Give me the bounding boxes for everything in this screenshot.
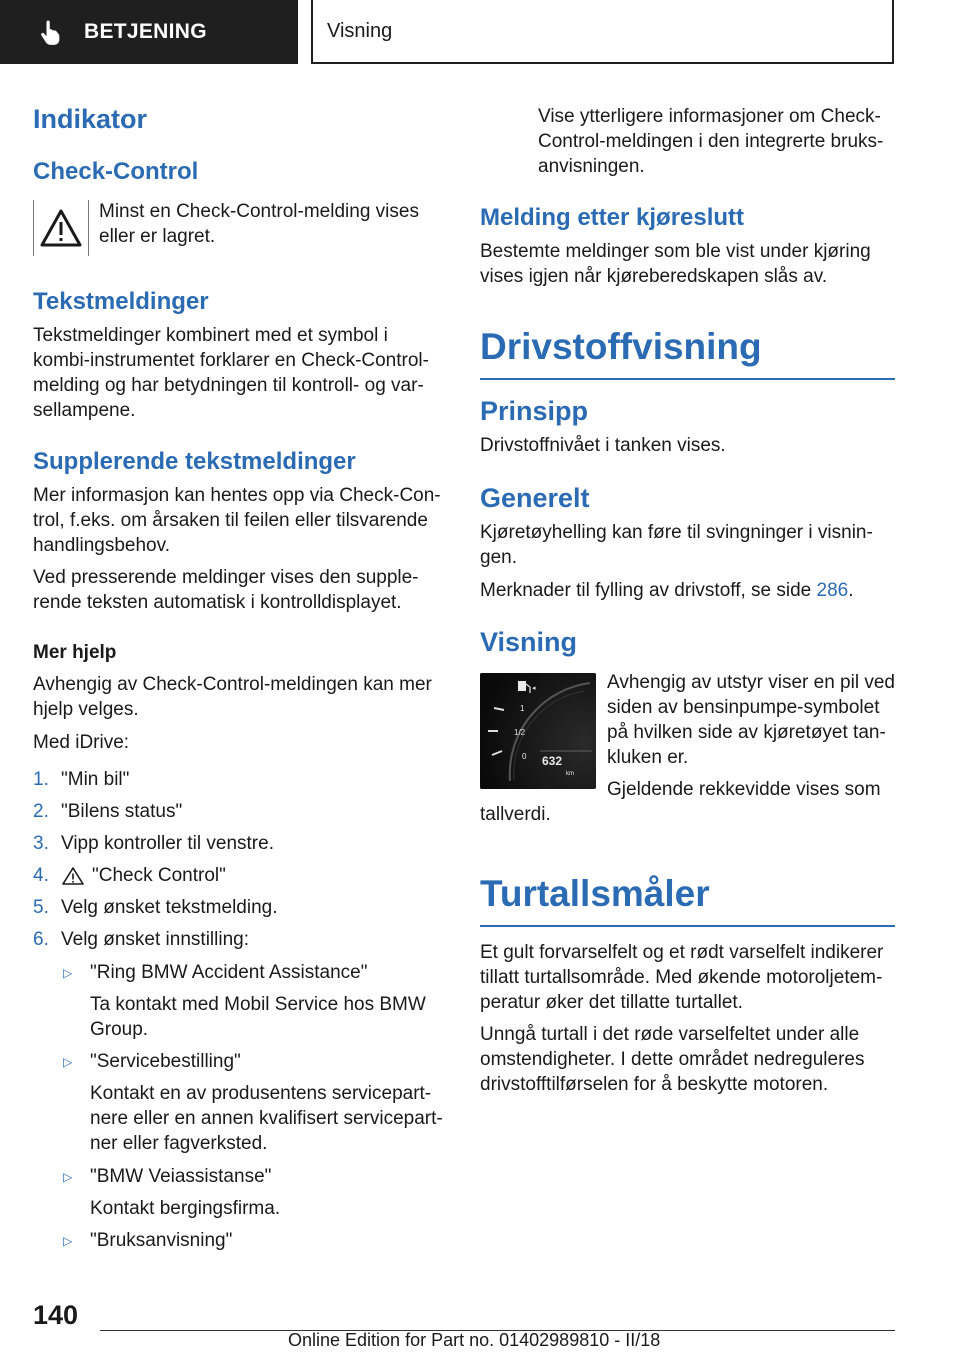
warning-symbol-box — [33, 200, 89, 256]
option-service: "Servicebestilling" — [90, 1051, 241, 1072]
list-item: 5. Velg ønsket tekstmelding. — [33, 897, 278, 918]
heading-visning: Visning — [480, 627, 578, 657]
supplerende-text-1: Mer informasjon kan hentes opp via Check-Con- trol, f.eks. om årsaken til feilen eller tilsvarende handlingsbehov. — [33, 485, 441, 556]
warning-triangle-icon — [39, 208, 83, 248]
heading-mer-hjelp: Mer hjelp — [33, 642, 117, 663]
heading-turtallsmaler: Turtallsmåler — [480, 873, 895, 927]
hand-pointer-icon — [36, 18, 64, 46]
gauge-label-empty: 0 — [522, 752, 527, 761]
option-roadside: "BMW Veiassistanse" — [90, 1166, 272, 1187]
option-accident-desc: Ta kontakt med Mobil Service hos BMW Group. — [90, 994, 426, 1040]
heading-supplerende: Supplerende tekstmeldinger — [33, 448, 356, 475]
chapter-label: Visning — [327, 19, 393, 42]
option-service-desc: Kontakt en av produsentens servicepart- nere eller en annen kvalifisert servicepart- ner eller fagverksted. — [90, 1083, 443, 1154]
heading-prinsipp: Prinsipp — [480, 396, 589, 426]
section-label: BETJENING — [84, 20, 207, 43]
heading-melding: Melding etter kjøreslutt — [480, 204, 745, 231]
visning-text: Avhengig av utstyr viser en pil ved siden av bensinpumpe-symbolet på hvilken side av kjøretøyet tan- kluken er. — [607, 672, 895, 768]
supplerende-text-2: Ved presserende meldinger vises den supple- rende teksten automatisk i kontrolldisplayet. — [33, 567, 419, 613]
list-item: 6. Velg ønsket innstilling: — [33, 929, 249, 950]
generelt-ref: Merknader til fylling av drivstoff, se side 286. — [480, 580, 854, 601]
heading-indikator: Indikator — [33, 104, 148, 134]
turtall-text-1: Et gult forvarselfelt og et rødt varselfelt indikerer tillatt turtallsområde. Med økende motoroljetem- peratur øker det tillatte turtallet. — [480, 942, 884, 1013]
bullet-icon: ▷ — [63, 1170, 73, 1184]
check-control-text: Minst en Check-Control-melding vises eller er lagret. — [99, 201, 419, 247]
option-roadside-desc: Kontakt bergingsfirma. — [90, 1198, 281, 1219]
page-link[interactable]: 286 — [816, 580, 849, 601]
bullet-icon: ▷ — [63, 1234, 73, 1248]
check-control-continued: Vise ytterligere informasjoner om Check- Control-meldingen i den integrerte bruks- anvisningen. — [538, 106, 884, 177]
visning-range-text-2: tallverdi. — [480, 804, 551, 825]
mer-hjelp-text: Avhengig av Check-Control-meldingen kan mer hjelp velges. — [33, 674, 432, 720]
page-number: 140 — [33, 1300, 79, 1330]
heading-tekstmeldinger: Tekstmeldinger — [33, 288, 209, 315]
svg-text:◂: ◂ — [532, 685, 536, 692]
tekstmeldinger-text: Tekstmeldinger kombinert med et symbol i kombi-instrumentet forklarer en Check-Control- melding og har betydningen til kontroll- og var- sellampene. — [33, 325, 429, 421]
idrive-label: Med iDrive: — [33, 732, 130, 753]
heading-drivstoffvisning: Drivstoffvisning — [480, 326, 895, 380]
fuel-gauge-image — [480, 673, 596, 789]
bullet-icon: ▷ — [63, 1055, 73, 1069]
generelt-text: Kjøretøyhelling kan føre til svingninger i visnin- gen. — [480, 522, 873, 568]
warning-triangle-icon — [61, 866, 85, 886]
gauge-label-half: 1/2 — [514, 728, 526, 737]
range-value: 632 — [542, 754, 563, 768]
heading-check-control: Check-Control — [33, 158, 199, 185]
bullet-icon: ▷ — [63, 966, 73, 980]
heading-generelt: Generelt — [480, 483, 590, 513]
turtall-text-2: Unngå turtall i det røde varselfeltet under alle omstendigheter. I dette området nedreguleres drivstofftilførselen for å beskytte motoren. — [480, 1024, 865, 1095]
melding-text: Bestemte meldinger som ble vist under kjøring vises igjen når kjøreberedskapen slås av. — [480, 241, 871, 287]
list-item: 4. "Check Control" — [33, 865, 226, 886]
chapter-header — [311, 0, 894, 64]
chapter-tab[interactable] — [0, 0, 298, 64]
gauge-label-full: 1 — [520, 704, 525, 713]
list-item: 3. Vipp kontroller til venstre. — [33, 833, 274, 854]
idrive-steps — [33, 767, 445, 959]
prinsipp-text: Drivstoffnivået i tanken vises. — [480, 435, 726, 456]
list-item: 2. "Bilens status" — [33, 801, 183, 822]
edition-label: Online Edition for Part no. 01402989810 - II/18 — [288, 1330, 661, 1350]
list-item: 1. "Min bil" — [33, 769, 130, 790]
option-manual: "Bruksanvisning" — [90, 1230, 233, 1251]
option-accident: "Ring BMW Accident Assistance" — [90, 962, 368, 983]
range-unit: km — [566, 771, 574, 777]
visning-range-text: Gjeldende rekkevidde vises som — [607, 779, 881, 800]
